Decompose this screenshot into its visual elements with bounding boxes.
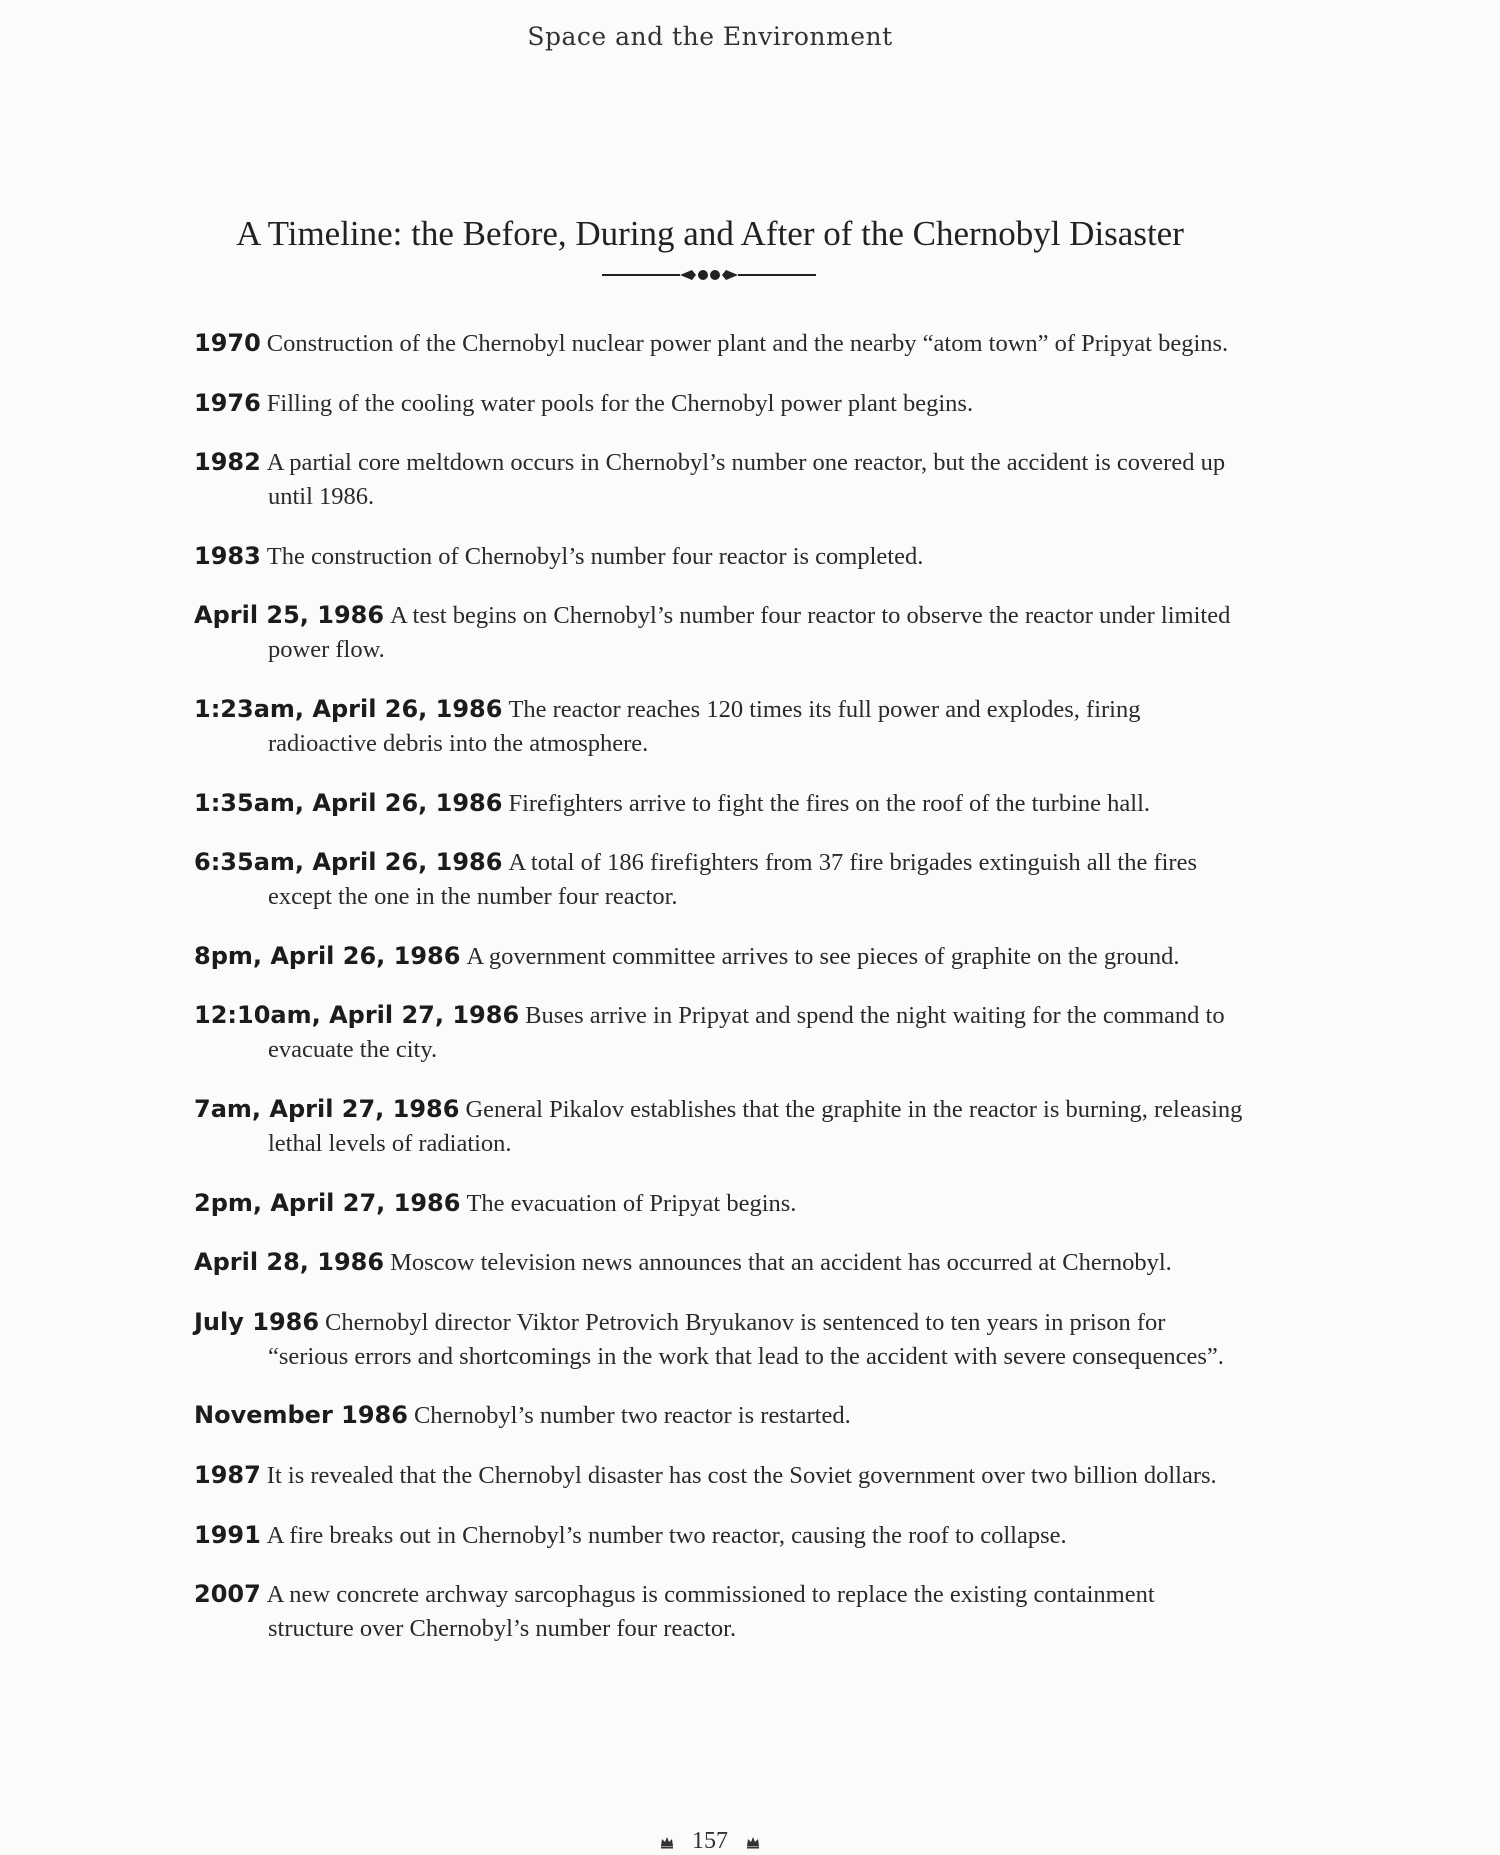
page-footer (0, 1828, 1420, 1855)
crown-ornament-icon (660, 1835, 674, 1849)
timeline-text: Moscow television news announces that an accident has occurred at Chernobyl. (390, 1249, 1172, 1277)
timeline-text: A government committee arrives to see pieces of graphite on the ground. (466, 942, 1180, 970)
timeline-entry (194, 1577, 1244, 1646)
timeline-text: Firefighters arrive to fight the fires on the roof of the turbine hall. (508, 789, 1151, 817)
timeline-list (194, 326, 1244, 1671)
timeline-entry (194, 998, 1244, 1067)
timeline-date: 2007 (194, 1580, 261, 1609)
timeline-entry (194, 326, 1244, 361)
timeline-date: 1:23am, April 26, 1986 (194, 694, 503, 723)
timeline-text: General Pikalov establishes that the graphite in the reactor is burning, releasing lethal levels of radiation. (268, 1095, 1243, 1157)
timeline-entry (194, 1245, 1244, 1280)
timeline-text: A fire breaks out in Chernobyl’s number two reactor, causing the roof to collapse. (266, 1521, 1067, 1549)
timeline-entry (194, 845, 1244, 914)
timeline-text: A new concrete archway sarcophagus is commissioned to replace the existing containment structure over Chernobyl’s number four reactor. (266, 1581, 1155, 1643)
timeline-entry (194, 598, 1244, 667)
timeline-entry (194, 1518, 1244, 1553)
timeline-text: The reactor reaches 120 times its full power and explodes, firing radioactive debris into the atmosphere. (268, 695, 1141, 757)
timeline-date: 1987 (194, 1460, 261, 1489)
timeline-text: The evacuation of Pripyat begins. (466, 1189, 797, 1217)
timeline-date: 1:35am, April 26, 1986 (194, 788, 503, 817)
timeline-entry (194, 386, 1244, 421)
timeline-entry (194, 1092, 1244, 1161)
timeline-date: 7am, April 27, 1986 (194, 1094, 460, 1123)
timeline-entry (194, 692, 1244, 761)
page-title: A Timeline: the Before, During and After of the Chernobyl Disaster (236, 214, 1184, 253)
timeline-date: 8pm, April 26, 1986 (194, 941, 461, 970)
timeline-date: April 28, 1986 (194, 1248, 385, 1277)
crown-ornament-icon (746, 1835, 760, 1849)
decorative-divider-icon (602, 266, 816, 284)
timeline-text: A test begins on Chernobyl’s number four reactor to observe the reactor under limited power flow. (268, 602, 1231, 664)
timeline-date: 2pm, April 27, 1986 (194, 1188, 461, 1217)
timeline-entry (194, 539, 1244, 574)
timeline-date: 1970 (194, 329, 261, 357)
timeline-date: 12:10am, April 27, 1986 (194, 1001, 520, 1030)
running-head: Space and the Environment (527, 22, 893, 51)
timeline-date: July 1986 (194, 1307, 320, 1336)
timeline-entry (194, 1398, 1244, 1433)
timeline-text: Construction of the Chernobyl nuclear power plant and the nearby “atom town” of Pripyat begins. (266, 330, 1229, 357)
timeline-entry (194, 1186, 1244, 1221)
timeline-date: 1991 (194, 1520, 261, 1549)
timeline-entry (194, 786, 1244, 821)
timeline-text: It is revealed that the Chernobyl disaster has cost the Soviet government over two billion dollars. (266, 1461, 1217, 1489)
timeline-date: April 25, 1986 (194, 601, 385, 630)
timeline-text: A total of 186 firefighters from 37 fire brigades extinguish all the fires except the one in the number four reactor. (268, 849, 1197, 911)
timeline-text: Chernobyl director Viktor Petrovich Bryukanov is sentenced to ten years in prison for “serious errors and shortcomings in the work that lead to the accident with severe consequences”. (268, 1308, 1224, 1370)
page-number: 157 (692, 1828, 728, 1854)
timeline-date: November 1986 (194, 1401, 408, 1430)
timeline-date: 1976 (194, 388, 261, 417)
timeline-text: Chernobyl’s number two reactor is restarted. (413, 1402, 851, 1430)
timeline-text: Buses arrive in Pripyat and spend the night waiting for the command to evacuate the city. (268, 1002, 1225, 1064)
timeline-date: 1983 (194, 541, 261, 570)
timeline-date: 1982 (194, 448, 261, 477)
timeline-text: The construction of Chernobyl’s number four reactor is completed. (266, 542, 924, 570)
timeline-entry (194, 1305, 1244, 1374)
timeline-text: A partial core meltdown occurs in Chernobyl’s number one reactor, but the accident is covered up until 1986. (266, 449, 1226, 511)
timeline-entry (194, 939, 1244, 974)
timeline-entry (194, 1458, 1244, 1493)
timeline-date: 6:35am, April 26, 1986 (194, 848, 503, 877)
timeline-text: Filling of the cooling water pools for the Chernobyl power plant begins. (266, 389, 974, 417)
timeline-entry (194, 445, 1244, 514)
